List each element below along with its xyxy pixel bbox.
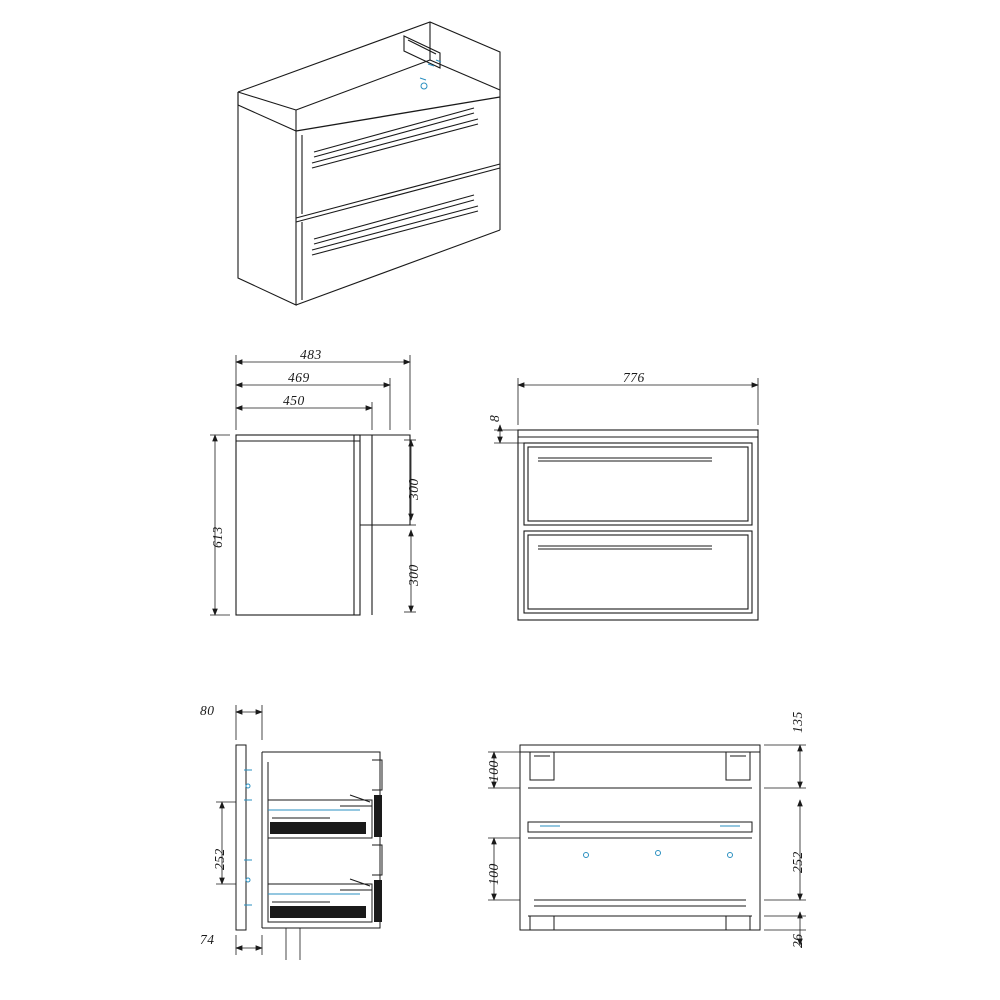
dim-252-side: 252 <box>212 848 227 870</box>
dim-252-front: 252 <box>790 851 805 873</box>
isometric-accent-marks <box>420 60 441 89</box>
front-dimensions <box>494 378 758 443</box>
dim-450: 450 <box>283 393 305 408</box>
dim-26: 26 <box>790 933 805 948</box>
side-section-fills <box>270 795 382 922</box>
dim-135: 135 <box>790 711 805 733</box>
dim-300-lower: 300 <box>406 564 421 586</box>
front-section-accents <box>540 826 740 858</box>
front-section-dimensions <box>488 745 806 945</box>
side-dimensions <box>210 355 416 615</box>
dim-613: 613 <box>210 526 225 548</box>
dim-300-upper: 300 <box>406 478 421 500</box>
dim-776: 776 <box>623 370 645 385</box>
dim-100-lower: 100 <box>486 863 501 885</box>
dim-74: 74 <box>200 932 215 947</box>
dim-469: 469 <box>288 370 310 385</box>
dim-483: 483 <box>300 347 322 362</box>
isometric-view <box>238 22 500 305</box>
front-elevation <box>518 430 758 620</box>
side-section-view <box>236 745 382 930</box>
dim-80: 80 <box>200 703 215 718</box>
dim-8: 8 <box>487 414 502 422</box>
side-elevation <box>236 435 410 615</box>
dim-100-upper: 100 <box>486 760 501 782</box>
front-section-view <box>520 745 760 930</box>
